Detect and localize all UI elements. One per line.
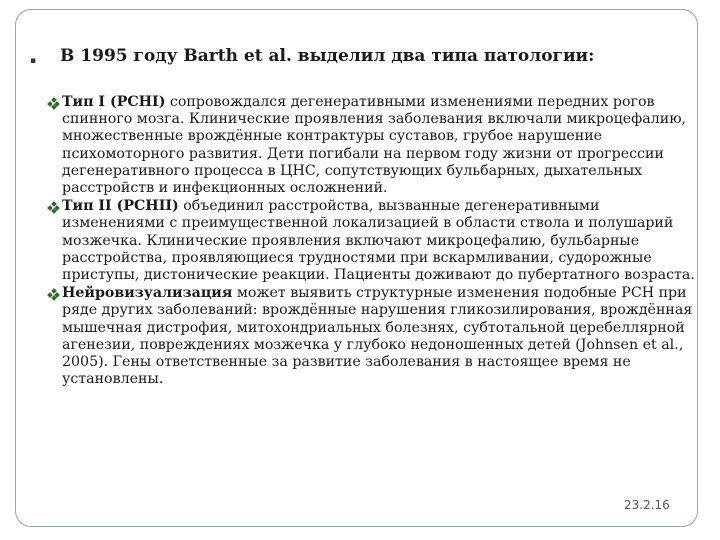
diamond-bullet-icon — [48, 98, 59, 109]
bullet-term: Нейровизуализация — [62, 285, 233, 302]
bullet-term: Тип II (PCHII) — [62, 198, 179, 215]
bullet-list — [48, 94, 696, 389]
bullet-term: Тип I (PCHI) — [62, 94, 166, 110]
slide-date: 23.2.16 — [624, 498, 670, 512]
heading-text: В 1995 году Barth et al. выделил два типа патологии: — [60, 46, 595, 66]
diamond-bullet-icon — [48, 202, 59, 213]
square-bullet-icon: ▪ — [30, 56, 37, 66]
bullet-text: объединил расстройства, вызванные дегенеративными изменениями с преимущественной локализацией в области ствола и полушарий мозжечка. Клинические проявления включают микроцефалию, бульбарные расстройства, проявляющиеся трудностями при вскармливании, судорожные приступы, дистонические реакции. Пациенты доживают до пубертатного возраста. — [62, 198, 695, 284]
bullet-neuroimaging — [48, 285, 696, 388]
slide-heading — [30, 44, 690, 74]
bullet-text: может выявить структурные изменения подобные PCH при ряде других заболеваний: врождённые нарушения гликозилирования, врождённая мышечная дистрофия, митохондриальных болезнях, субтотальной церебеллярной агенезии, повреждениях мозжечка у глубоко недоношенных детей (Johnsen et al., 2005). Гены ответственные за развитие заболевания в настоящее время не установлены. — [62, 285, 693, 388]
bullet-type-2 — [48, 198, 696, 284]
bullet-text: сопровождался дегенеративными изменениями передних рогов спинного мозга. Клинические проявления заболевания включали микроцефалию, множественные врождённые контрактуры суставов, грубое нарушение психомоторного развития. Дети погибали на первом году жизни от прогрессии дегенеративного процесса в ЦНС, сопутствующих бульбарных, дыхательных расстройств и инфекционных осложнений. — [62, 94, 687, 197]
bullet-type-1 — [48, 94, 696, 197]
diamond-bullet-icon — [48, 289, 59, 300]
